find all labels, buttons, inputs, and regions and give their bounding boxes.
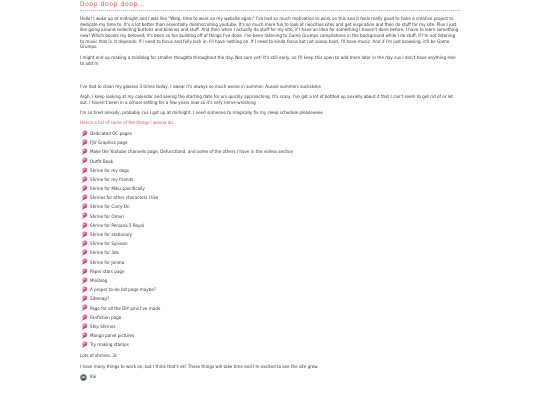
todo-item-label: FJU Graphics page [90,140,128,146]
todo-list-item [80,129,460,138]
title-divider [80,10,460,11]
pink-pushpin-icon [80,249,88,257]
todo-list-item [80,249,460,258]
post-paragraph: I might end up making a miniblog for smaller thoughts throughout the day. Not sure yet! It's still early, so I'll keep this open to add more later in the day cus I don't have anything else to add rn [80,54,456,66]
pink-pushpin-icon [80,157,88,165]
todo-item-label: Paper stars page [90,268,125,274]
todo-list-item [80,258,460,267]
signoff [80,374,460,381]
pink-pushpin-icon [80,332,88,340]
todo-item-label: A proper to-do list page maybe? [90,287,157,293]
todo-item-label: Outfit Book [90,158,114,164]
todo-list-item [80,239,460,248]
pink-pushpin-icon [80,203,88,211]
todo-list-item [80,157,460,166]
todo-item-label: Try making stamps [90,342,129,348]
pink-pushpin-icon [80,139,88,147]
todo-item-label: Shrine for Miku specifically [90,186,145,192]
pink-pushpin-icon [80,295,88,303]
todo-list-item [80,194,460,203]
pink-pushpin-icon [80,314,88,322]
closing-paragraph: I have many things to work on, but I think that's ok! These things will take time and I'm excited to see the site grow [80,363,318,369]
pink-pushpin-icon [80,277,88,285]
todo-list-item [80,267,460,276]
todo-list-item [80,276,460,285]
avatar-icon [80,374,87,381]
todo-item-label: Shrine for Sylveon [90,241,128,247]
todo-list-item [80,138,460,147]
signature: Kai [90,374,97,380]
todo-item-label: Shrine for my friends [90,176,134,182]
post-paragraph: I've had to clean my glasses 3 times today, I swear it's always so much worse in summer. Aussie summers sucksksks [80,83,321,89]
todo-item-label: Ship Shrines [90,323,116,329]
todo-item-label: Dedicated OC pages [90,130,132,136]
todo-item-label: Shrine for Omori [90,213,124,219]
todo-item-label: Shrine for stationary [90,232,133,237]
todo-list-item [80,166,460,175]
todo-list-item [80,285,460,294]
pink-pushpin-icon [80,130,88,138]
post-paragraph: Hello! I woke up at midnight and I was like "Welp, time to work on my website again" I've had so much motivation to work on this and it feels really good to have a creative project to dedicate my time to. It's a lot better than essentially doomscrolling youtube. It's so much more fun to look at neocities sites and get inspiration and then do stuff for my site. Plus I just like going around collecting buttons and blinkies and stuff. And then when I actually do stuff for my site, if I have an idea for something I haven't done before, I have to learn something new! Which boosts my beloved, it's been so fun building off of things I've done. I've been listening to Game Grumps compilations in the background while I do stuff, if I'm not listening to music that is. It depends, if I need to focus and fully lock in, I'll have nothing on. If I need to kinda focus but not soooo hard, I'll have music. And if I'm just browsing, it'll be Game Grumps. [80,15,459,50]
pink-pushpin-icon [80,212,88,220]
pink-pushpin-icon [80,240,88,248]
todo-list-item [80,304,460,313]
todo-list-item [80,230,460,239]
pink-pushpin-icon [80,176,88,184]
todo-list-item [80,295,460,304]
pink-pushpin-icon [80,286,88,294]
pink-pushpin-icon [80,341,88,349]
todo-list-item [80,203,460,212]
todo-item-label: Shrine for my dogs [90,167,129,173]
todo-list-item [80,221,460,230]
todo-item-label: Manga panel pictures [90,333,135,339]
todo-list-item [80,331,460,340]
todo-list [80,129,460,350]
post-paragraph: Argh, I keep looking at my calendar and seeing the starting date for uni quickly approaching. It's scary. I've got a lot of bottled up anxiety about it that I can't seem to get rid of or let out. I haven't been in a school setting for a few years now so it's very nerve-wrecking [80,94,453,105]
todo-list-item [80,313,460,322]
todo-list-item [80,148,460,157]
todo-list-heading: Here's a list of some of the things I wanna do: [80,120,175,126]
todo-list-item [80,175,460,184]
todo-list-item [80,322,460,331]
todo-item-label: Miniblog [90,277,108,283]
todo-list-item [80,341,460,350]
post-title: Doop doop doop... [80,1,146,8]
pink-pushpin-icon [80,194,88,202]
pink-pushpin-icon [80,304,88,312]
post-paragraph: I'm so tired already, probably cus I got up at midnight. I need someone to magically fix my sleep schedule pleaseeeee [80,110,323,116]
todo-item-label: Shrine for Jonma [90,259,125,265]
pink-pushpin-icon [80,148,88,156]
pink-pushpin-icon [80,167,88,175]
todo-item-label: Shrine for 3ds [90,250,119,256]
pink-pushpin-icon [80,231,88,239]
pink-pushpin-icon [80,323,88,331]
after-list-note: Lots of shrines. 3c [80,353,118,359]
pink-pushpin-icon [80,268,88,276]
todo-item-label: Shrine for Persona 5 Royal [90,222,145,228]
todo-item-label: Page for all the DIY pins I've made [90,305,161,311]
todo-item-label: Sitemap? [90,296,110,302]
todo-item-label: Shrines for other characters I like [90,195,159,201]
todo-item-label: Make the Youtube channels page, Defunctland, and some of the others I have in the videos section [90,149,294,155]
todo-item-label: Shrine for Carry On [90,204,130,210]
todo-list-item [80,184,460,193]
todo-list-item [80,212,460,221]
pink-pushpin-icon [80,185,88,193]
pink-pushpin-icon [80,222,88,230]
paragraph-spacer [80,71,460,84]
blog-post [80,0,460,381]
todo-item-label: Fanfiction page [90,314,122,320]
pink-pushpin-icon [80,258,88,266]
